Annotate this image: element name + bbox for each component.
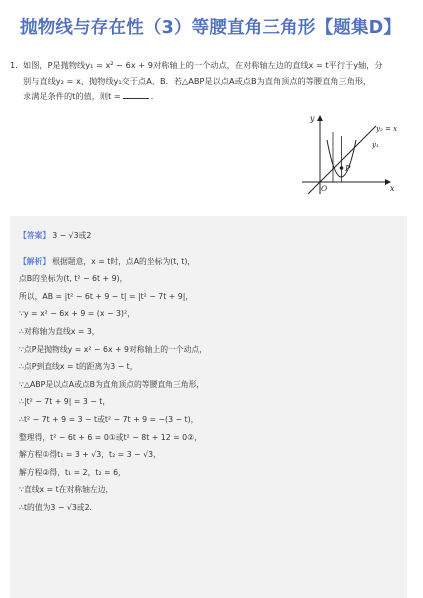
origin-label: O bbox=[321, 184, 328, 193]
question-block bbox=[10, 58, 412, 105]
parabola-y1-label: y₁ bbox=[372, 141, 379, 149]
analysis-line-4: ∵y = x² − 6x + 9 = (x − 3)²， bbox=[19, 309, 135, 319]
analysis-line-9: ∴|t² − 7t + 9| = 3 − t， bbox=[19, 397, 111, 407]
line-y2 bbox=[308, 126, 376, 194]
analysis-line-1 bbox=[19, 253, 404, 271]
answer-tag: 【答案】 bbox=[19, 231, 51, 240]
analysis-line-8: ∵△ABP是以点A或点B为直角顶点的等腰直角三角形， bbox=[19, 379, 205, 389]
question-line-3-text: 求满足条件的t的值，则t = bbox=[23, 91, 121, 101]
question-line-3 bbox=[23, 89, 412, 105]
question-body bbox=[23, 58, 412, 105]
answer-content bbox=[19, 227, 404, 517]
page-title: 抛物线与存在性（3）等腰直角三角形【题集D】 bbox=[20, 18, 402, 38]
question-number: 1. bbox=[10, 60, 18, 70]
analysis-tag: 【解析】 bbox=[19, 256, 51, 266]
point-p bbox=[340, 166, 344, 170]
question-line-3-end: ． bbox=[150, 91, 159, 101]
analysis-line-12: 解方程①得t₁ = 3 + √3，t₂ = 3 − √3， bbox=[19, 450, 161, 460]
analysis-text: 根据题意，x = t时，点A的坐标为(t, t)， bbox=[52, 256, 196, 266]
answer-text: 3 − √3或2 bbox=[52, 231, 92, 240]
analysis-line-5: ∴对称轴为直线x = 3， bbox=[19, 326, 100, 336]
analysis-line-2: 点B的坐标为(t, t² − 6t + 9)， bbox=[19, 274, 128, 284]
analysis-line-3: 所以，AB = |t² − 6t + 9 − t| = |t² − 7t + 9|， bbox=[19, 291, 194, 301]
answer-blank bbox=[123, 89, 149, 99]
line-y2-label: y₂ = x bbox=[376, 125, 398, 133]
answer-panel bbox=[10, 216, 407, 598]
question-line-1: 如图，P是抛物线y₁ = x² − 6x + 9对称轴上的一个动点，在对称轴左边的直线x = t平行于y轴，分 bbox=[23, 60, 383, 70]
x-axis-label: x bbox=[390, 184, 395, 193]
question-line-2: 别与直线y₂ = x、抛物线y₁交于点A、B．若△ABP是以点A或点B为直角顶点的等腰直角三角形， bbox=[23, 75, 372, 86]
y-axis-label: y bbox=[310, 114, 315, 123]
analysis-line-11: 整理得，t² − 6t + 6 = 0①或t² − 8t + 12 = 0②， bbox=[19, 432, 202, 442]
analysis-line-13: 解方程②得，t₁ = 2，t₂ = 6， bbox=[19, 467, 126, 477]
analysis-line-7: ∴点P到直线x = t的距离为3 − t， bbox=[19, 362, 138, 372]
analysis-line-6: ∵点P是抛物线y = x² − 6x + 9对称轴上的一个动点， bbox=[19, 344, 207, 354]
answer-line bbox=[19, 227, 404, 245]
function-graph bbox=[296, 110, 408, 196]
analysis-line-14: ∵直线x = t在对称轴左边， bbox=[19, 485, 114, 495]
point-p-label: P bbox=[345, 164, 351, 173]
analysis-line-10: ∴t² − 7t + 9 = 3 − t或t² − 7t + 9 = −(3 − t)， bbox=[19, 414, 199, 424]
spacer bbox=[19, 245, 404, 253]
analysis-line-15: ∴t的值为3 − √3或2． bbox=[19, 502, 98, 512]
